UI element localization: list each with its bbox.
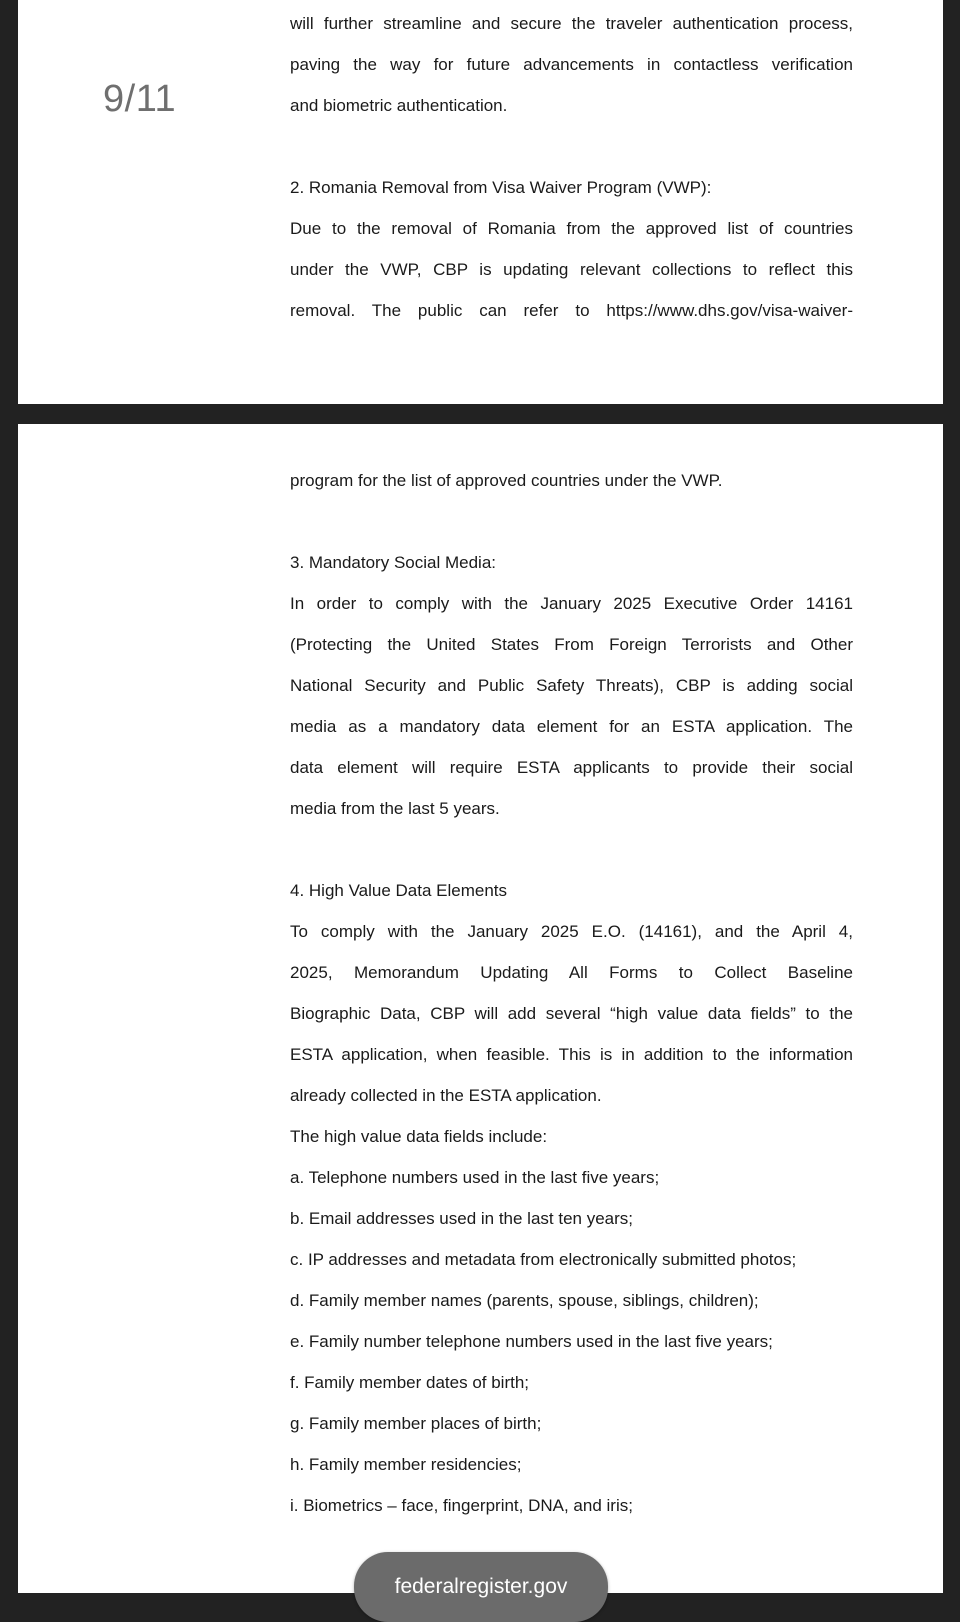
- list-item: g. Family member places of birth;: [290, 1414, 542, 1433]
- page-counter: 9/11: [103, 78, 177, 120]
- text-line: will further streamline and secure the traveler authentication process,: [290, 14, 853, 33]
- list-item: f. Family member dates of birth;: [290, 1373, 530, 1392]
- text-line: ESTA application, when feasible. This is in addition to the information: [290, 1045, 853, 1064]
- text-line: The high value data fields include:: [290, 1127, 548, 1146]
- list-item: i. Biometrics – face, fingerprint, DNA, and iris;: [290, 1496, 633, 1515]
- text-line: and biometric authentication.: [290, 96, 508, 115]
- source-domain-label: federalregister.gov: [394, 1575, 568, 1598]
- text-line: National Security and Public Safety Threats), CBP is adding social: [290, 676, 853, 695]
- section-heading: 4. High Value Data Elements: [290, 881, 508, 900]
- text-line: To comply with the January 2025 E.O. (14161), and the April 4,: [290, 922, 853, 941]
- text-line: media from the last 5 years.: [290, 799, 500, 818]
- list-item: c. IP addresses and metadata from electronically submitted photos;: [290, 1250, 797, 1269]
- text-line: data element will require ESTA applicants to provide their social: [290, 758, 853, 777]
- text-line: paving the way for future advancements in contactless verification: [290, 55, 853, 74]
- source-domain-pill[interactable]: [354, 1552, 608, 1622]
- text-line: under the VWP, CBP is updating relevant collections to reflect this: [290, 260, 853, 279]
- text-line: In order to comply with the January 2025 Executive Order 14161: [290, 594, 853, 613]
- list-item: b. Email addresses used in the last ten years;: [290, 1209, 634, 1228]
- document-page-top: [18, 0, 943, 404]
- text-line: media as a mandatory data element for an ESTA application. The: [290, 717, 853, 736]
- text-line: (Protecting the United States From Foreign Terrorists and Other: [290, 635, 853, 654]
- section-heading: 3. Mandatory Social Media:: [290, 553, 496, 572]
- document-page-bottom: [18, 424, 943, 1593]
- list-item: e. Family number telephone numbers used in the last five years;: [290, 1332, 773, 1351]
- text-line: removal. The public can refer to https://www.dhs.gov/visa-waiver-: [290, 301, 853, 320]
- list-item: d. Family member names (parents, spouse, siblings, children);: [290, 1291, 759, 1310]
- section-heading: 2. Romania Removal from Visa Waiver Program (VWP):: [290, 178, 712, 197]
- text-line: Biographic Data, CBP will add several “high value data fields” to the: [290, 1004, 853, 1023]
- text-line: 2025, Memorandum Updating All Forms to Collect Baseline: [290, 963, 853, 982]
- text-line: Due to the removal of Romania from the approved list of countries: [290, 219, 853, 238]
- list-item: h. Family member residencies;: [290, 1455, 522, 1474]
- text-line: already collected in the ESTA application.: [290, 1086, 602, 1105]
- list-item: a. Telephone numbers used in the last five years;: [290, 1168, 660, 1187]
- text-line: program for the list of approved countries under the VWP.: [290, 471, 723, 490]
